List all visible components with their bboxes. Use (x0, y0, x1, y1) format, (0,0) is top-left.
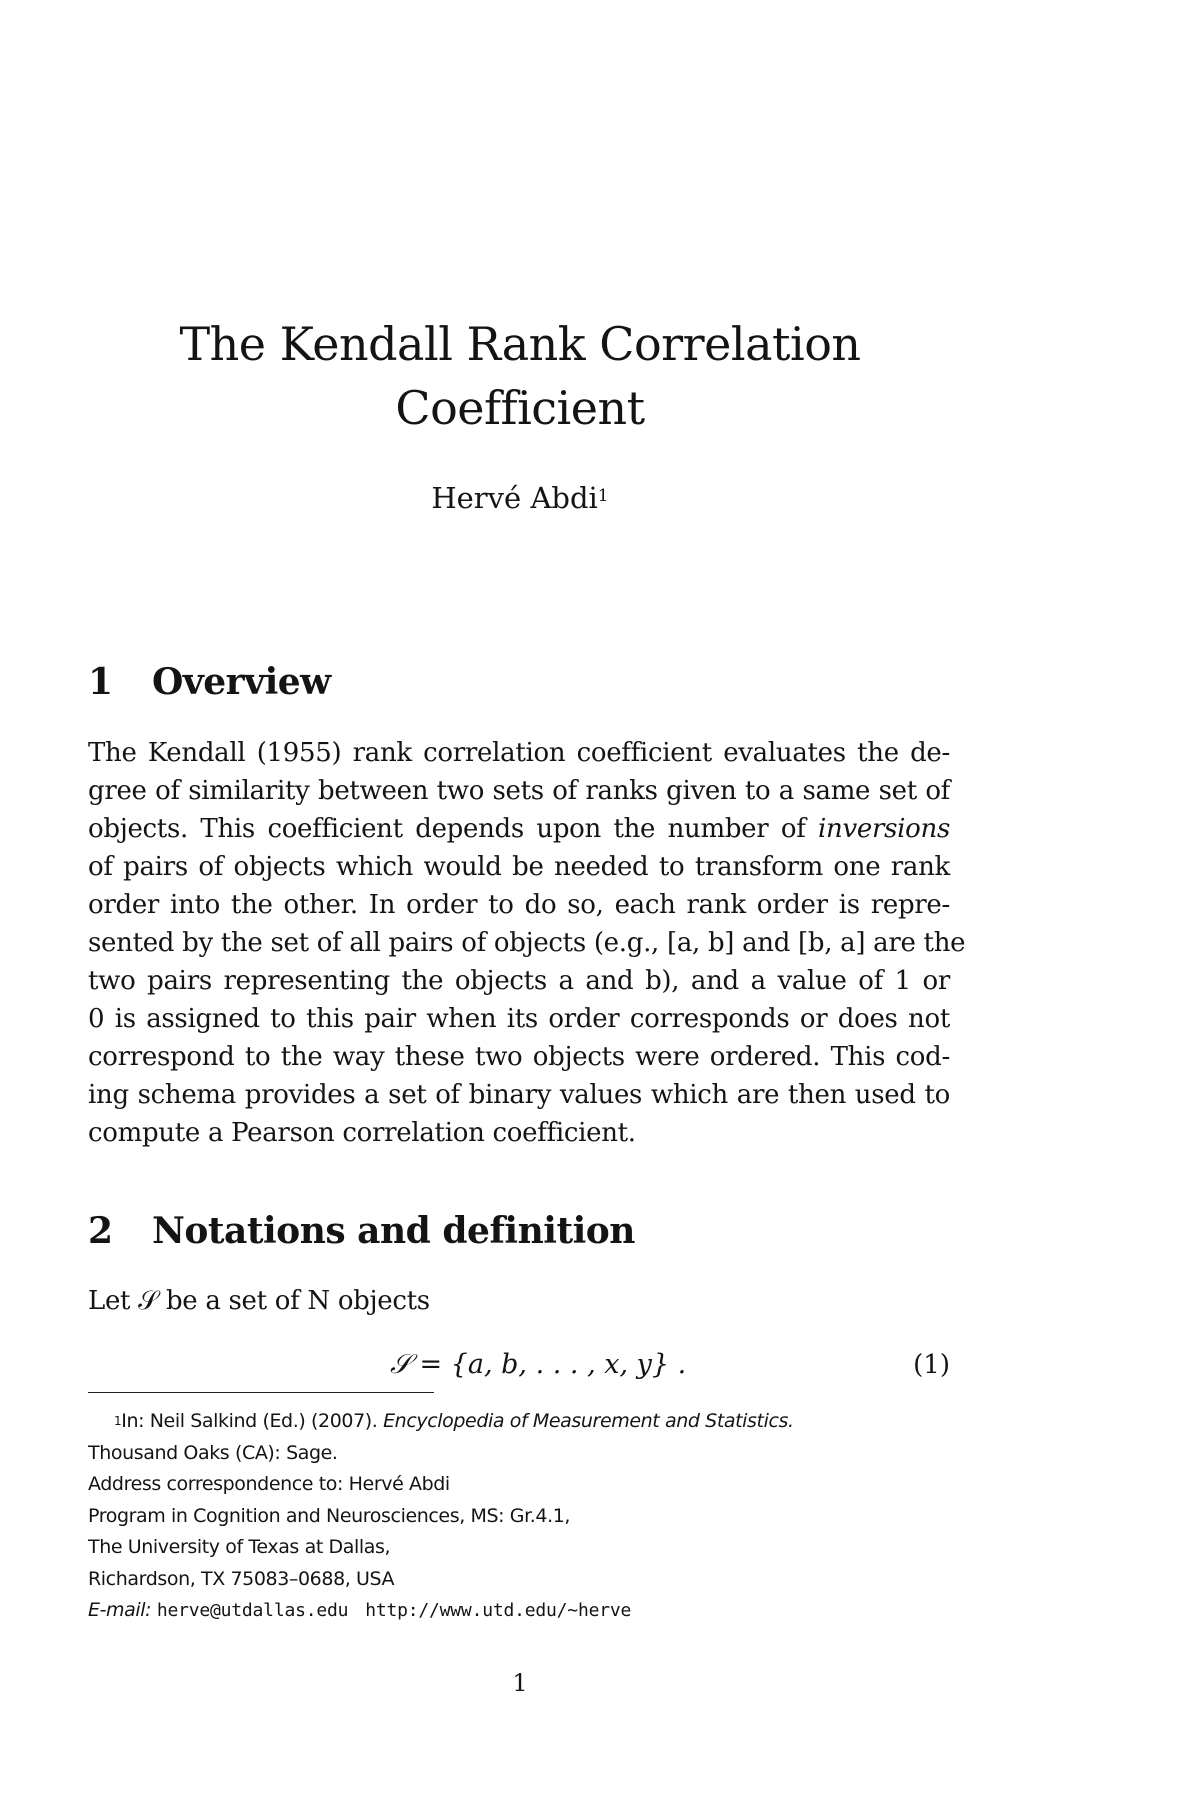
email-label: E-mail: (88, 1599, 152, 1621)
footnote-book-title: Encyclopedia of Measurement and Statistics. (383, 1410, 794, 1432)
footnote-line: Address correspondence to: Hervé Abdi (88, 1473, 450, 1495)
paragraph-line: The Kendall (1955) rank correlation coefficient evaluates the de- (88, 738, 950, 768)
overview-paragraph (88, 734, 966, 1152)
paragraph-line: of pairs of objects which would be needed to transform one rank (88, 852, 950, 882)
paragraph-line: sented by the set of all pairs of objects (e.g., [a, b] and [b, a] are the (88, 928, 966, 958)
footnote-line (88, 1406, 958, 1438)
footnote-line: Richardson, TX 75083–0688, USA (88, 1567, 395, 1590)
footnote (88, 1406, 958, 1627)
footnote-line: Program in Cognition and Neurosciences, MS: Gr.4.1, (88, 1504, 571, 1527)
paragraph-line (88, 810, 950, 848)
footnote-line (88, 1595, 958, 1627)
emphasis-inversions: inversions (818, 814, 950, 844)
section-number: 2 (88, 1210, 113, 1252)
equation-set-definition: 𝒮 = {a, b, . . . , x, y} . (390, 1349, 687, 1380)
paragraph-line: order into the other. In order to do so, each rank order is repre- (88, 890, 950, 920)
notation-intro-text: Let 𝒮 be a set of N objects (88, 1286, 430, 1316)
paragraph-line-text: objects. This coefficient depends upon the number of (88, 814, 806, 844)
paper-title-line-1: The Kendall Rank Correlation (179, 317, 861, 371)
section-title: Notations and definition (152, 1210, 635, 1252)
paragraph-line: ing schema provides a set of binary values which are then used to (88, 1080, 950, 1110)
footnote-line: Thousand Oaks (CA): Sage. (88, 1441, 338, 1464)
section-heading-overview (88, 660, 331, 704)
paragraph-line: correspond to the way these two objects were ordered. This cod- (88, 1042, 950, 1072)
paragraph-line: 0 is assigned to this pair when its order corresponds or does not (88, 1004, 950, 1034)
page-number: 1 (512, 1669, 528, 1697)
section-number: 1 (88, 661, 113, 703)
author-text: Hervé Abdi (431, 481, 598, 515)
paper-title-line-2: Coefficient (395, 381, 645, 435)
section-heading-notations (88, 1209, 635, 1253)
email-link[interactable]: herve@utdallas.edu (156, 1600, 349, 1621)
paragraph-line: gree of similarity between two sets of ranks given to a same set of (88, 776, 950, 806)
footnote-rule (88, 1392, 434, 1393)
footnote-mark: 1 (114, 1414, 122, 1428)
footnote-line: The University of Texas at Dallas, (88, 1536, 391, 1558)
author-name (0, 480, 1040, 516)
homepage-link[interactable]: http://www.utd.edu/∼herve (365, 1600, 632, 1621)
paragraph-line: two pairs representing the objects a and b), and a value of 1 or (88, 966, 950, 996)
paper-title (0, 312, 1040, 440)
section-title: Overview (152, 661, 331, 703)
paragraph-line: compute a Pearson correlation coefficient. (88, 1118, 636, 1148)
author-footnote-mark[interactable]: 1 (597, 486, 609, 506)
equation-number: (1) (913, 1350, 950, 1380)
footnote-text: In: Neil Salkind (Ed.) (2007). (121, 1410, 378, 1432)
